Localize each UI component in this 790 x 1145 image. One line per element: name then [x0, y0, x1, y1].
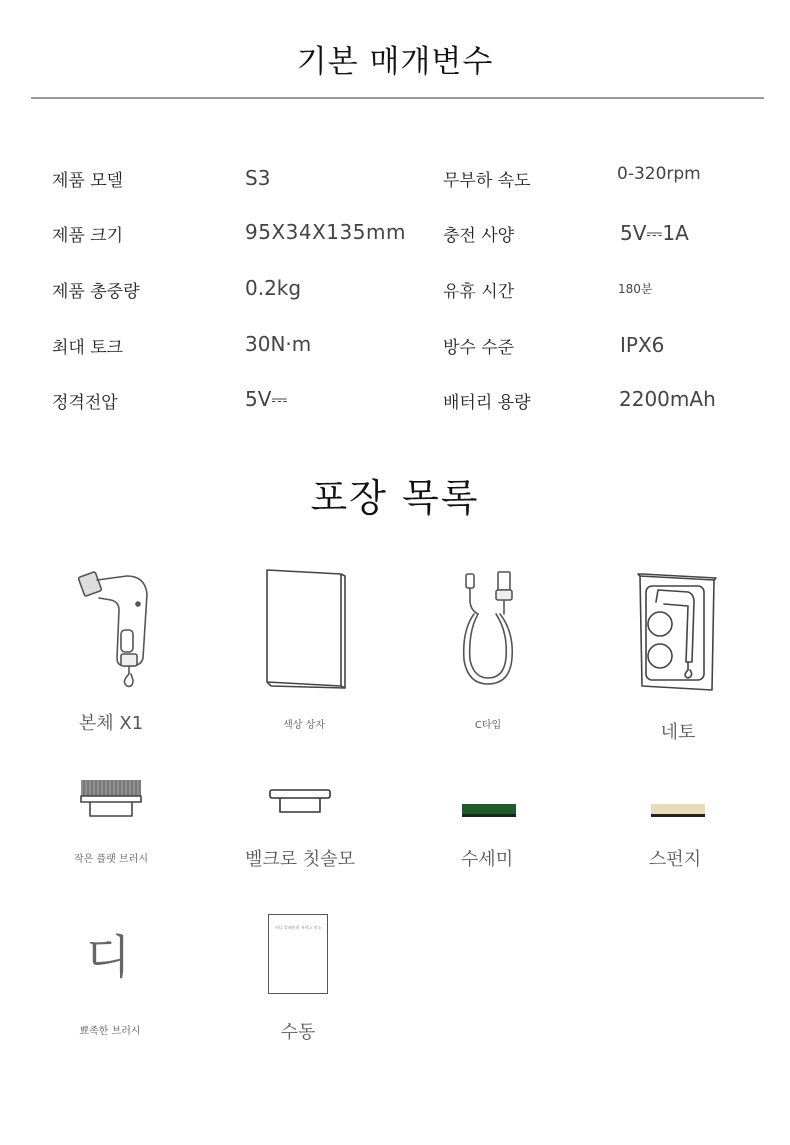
spec-key: 제품 총중량: [52, 282, 140, 302]
spec-value: 0.2kg: [245, 276, 302, 300]
spec-key: 정격전압: [52, 393, 118, 413]
spec-key: 제품 크기: [52, 226, 124, 246]
usb-c-cable-icon: [456, 570, 522, 688]
item-label: 스펀지: [648, 849, 702, 870]
velcro-pad-icon: [268, 786, 332, 820]
item-label: 뾰족한 브러시: [79, 1026, 141, 1037]
item-label: 벨크로 칫솔모: [244, 849, 356, 870]
spec-value: 0-320rpm: [617, 164, 701, 184]
spec-value: 180분: [618, 282, 653, 296]
item-label: 작은 플랫 브러시: [74, 854, 148, 865]
spec-value: 5V⎓1A: [620, 221, 689, 245]
pointed-brush-icon: 디: [86, 930, 131, 984]
flat-brush-icon: [80, 778, 142, 834]
spec-key: 제품 모델: [52, 171, 124, 191]
spec-value: 5V⎓: [245, 387, 288, 411]
package-section-title: 포장 목록: [310, 476, 480, 520]
spec-value: 95X34X135mm: [245, 220, 406, 244]
scouring-pad-icon: [462, 804, 516, 818]
item-label: C타입: [474, 720, 502, 731]
item-label: 색상 상자: [283, 720, 325, 731]
spec-value: IPX6: [620, 333, 665, 357]
spec-key: 배터리 용량: [443, 393, 531, 413]
spec-key: 방수 수준: [443, 338, 515, 358]
item-label: 네토: [660, 722, 696, 743]
sponge-icon: [651, 804, 705, 818]
spec-key: 최대 토크: [52, 338, 124, 358]
spec-key: 충전 사양: [443, 226, 515, 246]
item-label: 수동: [280, 1022, 316, 1043]
cleaner-body-icon: [75, 570, 155, 690]
spec-key: 유휴 시간: [443, 282, 515, 302]
spec-section-title: 기본 매개변수: [296, 44, 494, 80]
item-label: 수세미: [460, 849, 514, 870]
item-label: 본체 X1: [78, 713, 144, 734]
manual-icon: [268, 914, 328, 994]
color-box-icon: [263, 568, 349, 690]
spec-key: 무부하 속도: [443, 171, 531, 191]
spec-value: 2200mAh: [619, 387, 716, 411]
title-divider: [31, 97, 764, 99]
spec-value: S3: [245, 166, 271, 190]
net-tray-icon: [636, 572, 720, 692]
spec-value: 30N·m: [245, 332, 312, 356]
manual-cover-text: 미니 알레인의 서비스 미소: [275, 925, 322, 930]
